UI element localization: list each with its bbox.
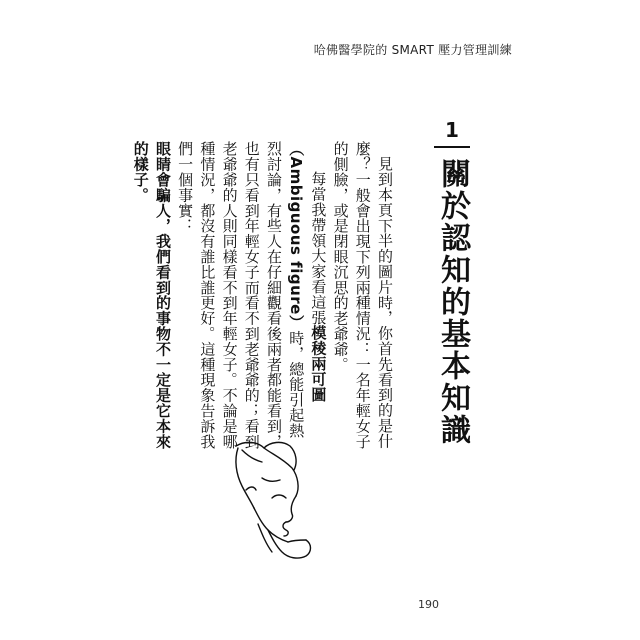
running-header: 哈佛醫學院的 SMART 壓力管理訓練	[313, 43, 512, 57]
ambiguous-figure-english: （Ambiguous figure）	[287, 141, 306, 331]
ambiguous-figure-term: 模稜兩可圖	[309, 325, 328, 402]
paragraph-2	[174, 141, 329, 449]
chapter-rule	[434, 146, 470, 148]
paragraph-1: 見到本頁下半的圖片時，你首先看到的是什麼？一般會出現下列兩種情況：一名年輕女子的側臉，或是閉眼沉思的老爺爺。	[331, 141, 394, 449]
ambiguous-face-figure-icon	[232, 438, 314, 564]
chapter-title: 關於認知的基本知識	[435, 158, 470, 446]
chapter-number: 1	[445, 118, 459, 142]
paragraph-2-rest: 時，總能引起熱烈討論，有些人在仔細觀看後兩者都能看到，也有只看到年輕女子而看不到老爺爺的；看到老爺爺的人則同樣看不到年輕女子。不論是哪種情況，都沒有誰比誰更好。這種現象告訴我們一個事實：	[176, 141, 306, 449]
paragraph-2-lead: 每當我帶領大家看這張	[309, 171, 328, 325]
chapter-heading	[430, 118, 474, 446]
page-number: 190	[418, 598, 439, 611]
body-text	[131, 141, 396, 449]
key-statement: 眼睛會騙人，我們看到的事物不一定是它本來的樣子。	[131, 141, 172, 449]
